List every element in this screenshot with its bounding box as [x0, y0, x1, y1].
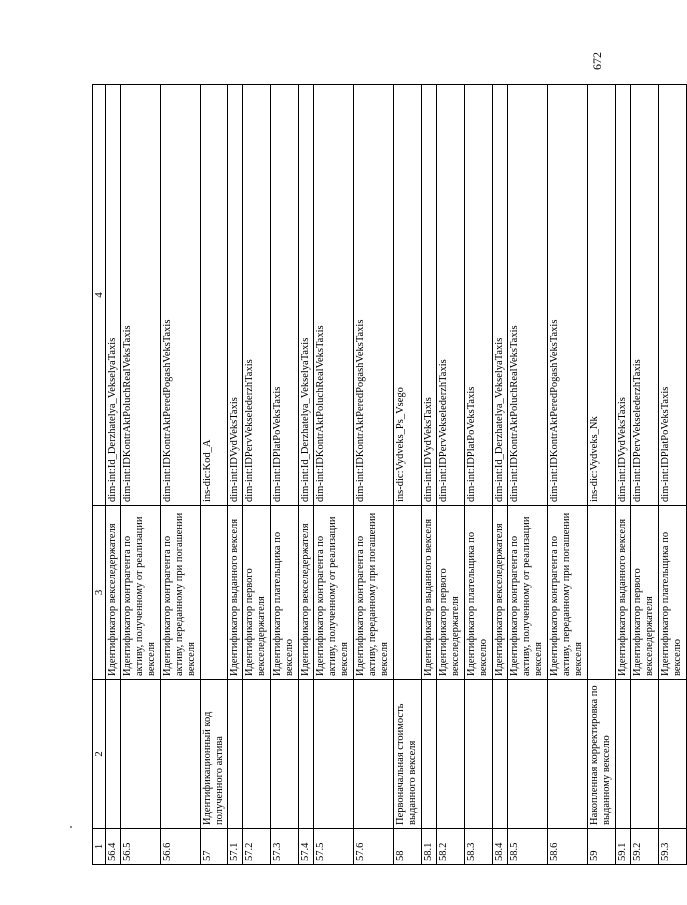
taxonomy-code-cell: dim-int:IDPervVekselederzhTaxis — [243, 85, 271, 506]
table-row — [299, 85, 314, 865]
taxonomy-code-cell: dim-int:IDPlatPoVeksTaxis — [465, 85, 493, 506]
row-number-cell: 57.3 — [271, 829, 299, 865]
dimension-description-cell — [394, 506, 422, 680]
indicator-name-cell — [631, 680, 659, 829]
indicator-name-cell — [271, 680, 299, 829]
dimension-description-cell: Идентификатор контрагента по активу, переданному при погашении векселя — [161, 506, 201, 680]
taxonomy-code-cell: dim-int:IDPlatPoVeksTaxis — [659, 85, 687, 506]
indicator-name-cell — [437, 680, 465, 829]
table-row — [271, 85, 299, 865]
dimension-description-cell: Идентификатор плательщика по векселю — [271, 506, 299, 680]
table-row — [243, 85, 271, 865]
indicator-name-cell — [243, 680, 271, 829]
table-row — [106, 85, 121, 865]
indicator-name-cell — [121, 680, 161, 829]
table-row — [422, 85, 437, 865]
taxonomy-code-cell: dim-int:IDKontrAktPoluchRealVeksTaxis — [314, 85, 354, 506]
row-number-cell: 57.1 — [228, 829, 243, 865]
taxonomy-code-cell: dim-int:IDVydVeksTaxis — [422, 85, 437, 506]
row-number-cell: 58.2 — [437, 829, 465, 865]
taxonomy-code-cell: dim-int:Id_Derzhatelya_VekselyaTaxis — [493, 85, 508, 506]
indicator-name-cell — [465, 680, 493, 829]
table-row — [314, 85, 354, 865]
taxonomy-code-cell: dim-int:IDKontrAktPoluchRealVeksTaxis — [508, 85, 548, 506]
header-cell: 3 — [93, 506, 106, 680]
header-cell: 1 — [93, 829, 106, 865]
indicator-name-cell — [659, 680, 687, 829]
dimension-description-cell: Идентификатор векселедержателя — [106, 506, 121, 680]
table-row — [508, 85, 548, 865]
dimension-description-cell: Идентификатор первого векселедержателя — [243, 506, 271, 680]
row-number-cell: 58.1 — [422, 829, 437, 865]
row-number-cell: 59.3 — [659, 829, 687, 865]
indicator-name-cell — [314, 680, 354, 829]
dimension-description-cell — [201, 506, 228, 680]
row-number-cell: 59.1 — [616, 829, 631, 865]
dimension-description-cell: Идентификатор плательщика по векселю — [465, 506, 493, 680]
row-number-cell: 58 — [394, 829, 422, 865]
indicator-name-cell — [422, 680, 437, 829]
taxonomy-code-cell: dim-int:IDKontrAktPeredPogashVeksTaxis — [548, 85, 588, 506]
taxonomy-code-cell: dim-int:IDVydVeksTaxis — [228, 85, 243, 506]
row-number-cell: 59 — [588, 829, 616, 865]
dimension-description-cell: Идентификатор выданного векселя — [422, 506, 437, 680]
table-row — [659, 85, 687, 865]
taxonomy-code-cell: dim-int:IDVydVeksTaxis — [616, 85, 631, 506]
dimension-description-cell: Идентификатор векселедержателя — [493, 506, 508, 680]
header-cell: 4 — [93, 85, 106, 506]
dimension-description-cell: Идентификатор контрагента по активу, полученному от реализации векселя — [508, 506, 548, 680]
row-number-cell: 58.3 — [465, 829, 493, 865]
indicator-name-cell — [616, 680, 631, 829]
taxonomy-code-cell: ins-dic:Vydveks_Nk — [588, 85, 616, 506]
xbrl-mapping-table — [92, 84, 687, 865]
table-header-row — [93, 85, 106, 865]
table-row — [161, 85, 201, 865]
table-row — [548, 85, 588, 865]
indicator-name-cell — [493, 680, 508, 829]
scan-speck — [70, 826, 72, 828]
dimension-description-cell: Идентификатор выданного векселя — [228, 506, 243, 680]
dimension-description-cell: Идентификатор контрагента по активу, полученному от реализации векселя — [121, 506, 161, 680]
row-number-cell: 56.6 — [161, 829, 201, 865]
taxonomy-code-cell: dim-int:IDKontrAktPeredPogashVeksTaxis — [354, 85, 394, 506]
indicator-name-cell — [228, 680, 243, 829]
rotated-table-container — [92, 85, 683, 865]
dimension-description-cell: Идентификатор первого векселедержателя — [631, 506, 659, 680]
indicator-name-cell: Первоначальная стоимость выданного векселя — [394, 680, 422, 829]
taxonomy-code-cell: dim-int:IDPlatPoVeksTaxis — [271, 85, 299, 506]
row-number-cell: 58.6 — [548, 829, 588, 865]
table-row — [588, 85, 616, 865]
table-row — [616, 85, 631, 865]
row-number-cell: 57.4 — [299, 829, 314, 865]
dimension-description-cell — [588, 506, 616, 680]
table-row — [437, 85, 465, 865]
taxonomy-code-cell: dim-int:IDKontrAktPeredPogashVeksTaxis — [161, 85, 201, 506]
row-number-cell: 58.5 — [508, 829, 548, 865]
indicator-name-cell — [548, 680, 588, 829]
taxonomy-code-cell: dim-int:IDKontrAktPoluchRealVeksTaxis — [121, 85, 161, 506]
table-row — [201, 85, 228, 865]
indicator-name-cell — [299, 680, 314, 829]
taxonomy-code-cell: ins-dic:Kod_A — [201, 85, 228, 506]
dimension-description-cell: Идентификатор векселедержателя — [299, 506, 314, 680]
indicator-name-cell — [508, 680, 548, 829]
table-row — [228, 85, 243, 865]
taxonomy-code-cell: ins-dic:Vydveks_Ps_Vsego — [394, 85, 422, 506]
row-number-cell: 59.2 — [631, 829, 659, 865]
indicator-name-cell: Накопленная корректировка по выданному векселю — [588, 680, 616, 829]
row-number-cell: 56.4 — [106, 829, 121, 865]
dimension-description-cell: Идентификатор выданного векселя — [616, 506, 631, 680]
row-number-cell: 58.4 — [493, 829, 508, 865]
indicator-name-cell: Идентификационный код полученного актива — [201, 680, 228, 829]
row-number-cell: 57 — [201, 829, 228, 865]
indicator-name-cell — [106, 680, 121, 829]
table-row — [493, 85, 508, 865]
dimension-description-cell: Идентификатор контрагента по активу, полученному от реализации векселя — [314, 506, 354, 680]
dimension-description-cell: Идентификатор плательщика по векселю — [659, 506, 687, 680]
indicator-name-cell — [161, 680, 201, 829]
taxonomy-code-cell: dim-int:Id_Derzhatelya_VekselyaTaxis — [299, 85, 314, 506]
row-number-cell: 57.2 — [243, 829, 271, 865]
table-row — [354, 85, 394, 865]
dimension-description-cell: Идентификатор контрагента по активу, переданному при погашении векселя — [548, 506, 588, 680]
dimension-description-cell: Идентификатор первого векселедержателя — [437, 506, 465, 680]
page-number: 672 — [590, 52, 604, 70]
table-row — [394, 85, 422, 865]
table-row — [631, 85, 659, 865]
taxonomy-code-cell: dim-int:IDPervVekselederzhTaxis — [437, 85, 465, 506]
taxonomy-code-cell: dim-int:IDPervVekselederzhTaxis — [631, 85, 659, 506]
indicator-name-cell — [354, 680, 394, 829]
table-row — [121, 85, 161, 865]
row-number-cell: 57.5 — [314, 829, 354, 865]
header-cell: 2 — [93, 680, 106, 829]
row-number-cell: 56.5 — [121, 829, 161, 865]
taxonomy-code-cell: dim-int:Id_Derzhatelya_VekselyaTaxis — [106, 85, 121, 506]
row-number-cell: 57.6 — [354, 829, 394, 865]
dimension-description-cell: Идентификатор контрагента по активу, переданному при погашении векселя — [354, 506, 394, 680]
table-row — [465, 85, 493, 865]
